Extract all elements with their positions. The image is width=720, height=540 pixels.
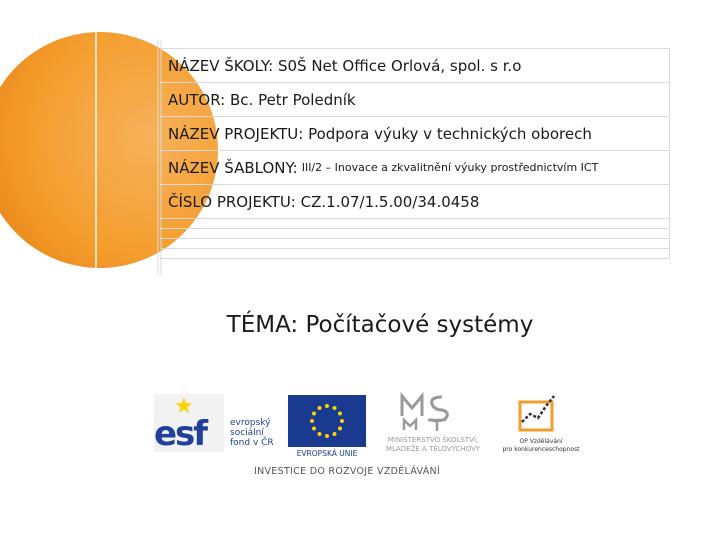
eu-star-icon [340, 419, 344, 423]
empty-row [160, 239, 669, 249]
eu-star-icon [333, 406, 337, 410]
esf-logo [154, 394, 284, 454]
op-text: OP Vzdělávání pro konkurenceschopnost [502, 438, 580, 453]
eu-star-icon [318, 432, 322, 436]
msmt-logo [368, 392, 498, 456]
info-text: ČÍSLO PROJEKTU: CZ.1.07/1.5.00/34.0458 [168, 192, 480, 211]
eu-star-icon [325, 434, 329, 438]
eu-flag-icon [288, 395, 366, 447]
eu-star-icon [333, 432, 337, 436]
info-row-author [160, 83, 670, 117]
eu-star-icon [310, 419, 314, 423]
info-row-project [160, 117, 670, 151]
investment-slogan: INVESTICE DO ROZVOJE VZDĚLÁVÁNÍ [254, 466, 441, 477]
info-row-project-number [160, 185, 670, 219]
eu-logo [288, 395, 366, 457]
info-text: NÁZEV ŠABLONY: [168, 158, 298, 177]
info-small-text: III/2 – Inovace a zkvalitnění výuky prostřednictvím ICT [301, 161, 599, 174]
empty-row [160, 219, 669, 229]
empty-rows [160, 219, 670, 259]
info-text: AUTOR: Bc. Petr Poledník [168, 90, 356, 109]
info-text: NÁZEV ŠKOLY: S0Š Net Office Orlová, spol. s r.o [168, 56, 522, 75]
info-text: NÁZEV PROJEKTU: Podpora výuky v technických oborech [168, 124, 592, 143]
op-logo [498, 392, 584, 456]
star-icon: ★ [174, 394, 194, 419]
eu-star-icon [312, 427, 316, 431]
funding-logos [154, 392, 584, 487]
empty-row [160, 229, 669, 239]
info-row-template [160, 151, 670, 185]
topic-title: TÉMA: Počítačové systémy [226, 312, 534, 338]
eu-text: EVROPSKÁ UNIE [296, 449, 358, 458]
info-row-school [160, 49, 670, 83]
esf-text: evropský sociální fond v ČR [230, 418, 274, 448]
eu-star-icon [312, 412, 316, 416]
op-mark-icon [516, 392, 562, 434]
msmt-mark-icon [398, 392, 458, 432]
eu-star-icon [338, 427, 342, 431]
esf-letters: esf [154, 414, 207, 454]
msmt-text: MINISTERSTVO ŠKOLSTVÍ, MLÁDEŽE A TĚLOVÝCHOVY [385, 436, 481, 453]
empty-row [160, 249, 669, 259]
project-info-table [160, 48, 670, 259]
eu-star-icon [325, 404, 329, 408]
eu-star-icon [338, 412, 342, 416]
eu-star-icon [318, 406, 322, 410]
